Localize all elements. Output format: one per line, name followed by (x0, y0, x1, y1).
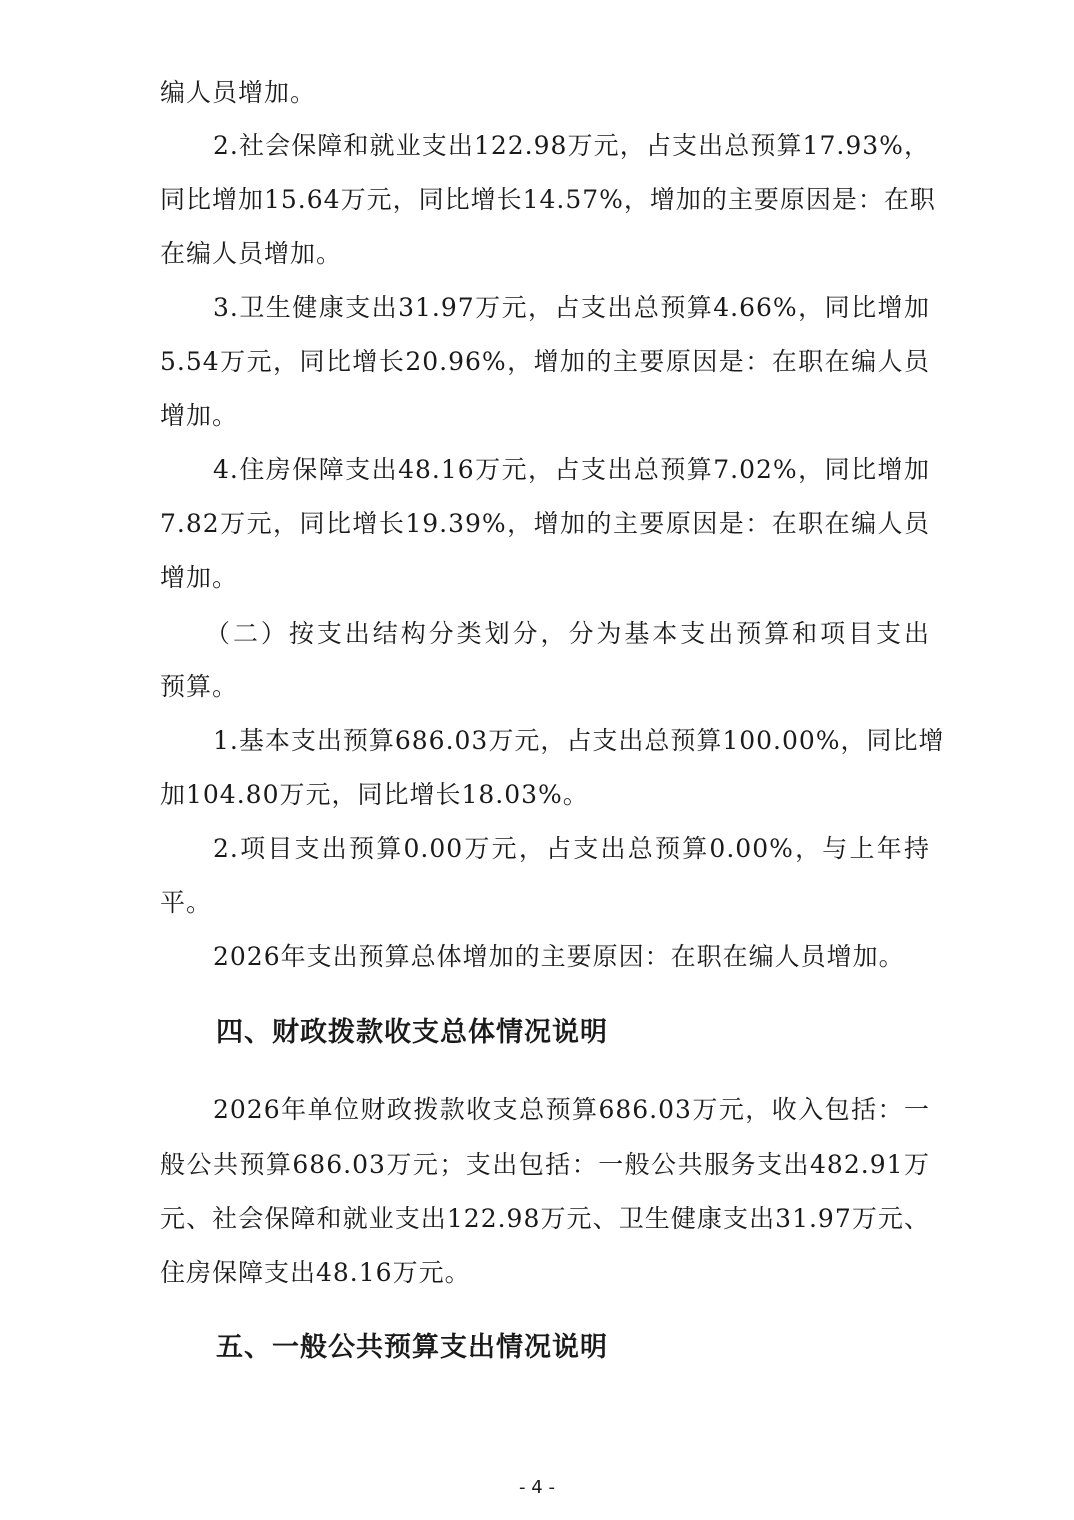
paragraph-line: 增加。 (160, 563, 239, 592)
paragraph-line: 3.卫生健康支出31.97万元，占支出总预算4.66%，同比增加 (213, 293, 930, 322)
paragraph-line: 1.基本支出预算686.03万元，占支出总预算100.00%，同比增 (213, 726, 945, 755)
paragraph-line: 5.54万元，同比增长20.96%，增加的主要原因是：在职在编人员 (160, 347, 930, 376)
paragraph-line: 2.社会保障和就业支出122.98万元，占支出总预算17.93%， (213, 131, 930, 160)
paragraph-line: 2026年单位财政拨款收支总预算686.03万元，收入包括：一 (213, 1095, 930, 1124)
paragraph-line: 增加。 (160, 401, 239, 430)
paragraph-line: 4.住房保障支出48.16万元，占支出总预算7.02%，同比增加 (213, 455, 930, 484)
paragraph-line: 7.82万元，同比增长19.39%，增加的主要原因是：在职在编人员 (160, 509, 930, 538)
paragraph-line: 加104.80万元，同比增长18.03%。 (160, 780, 589, 809)
section-heading: 五、一般公共预算支出情况说明 (216, 1332, 608, 1363)
section-heading: 四、财政拨款收支总体情况说明 (216, 1017, 608, 1048)
paragraph-line: 在编人员增加。 (160, 239, 343, 268)
page-number: - 4 - (519, 1477, 555, 1498)
paragraph-line: 般公共预算686.03万元；支出包括：一般公共服务支出482.91万 (160, 1150, 930, 1179)
paragraph-line: 同比增加15.64万元，同比增长14.57%，增加的主要原因是：在职 (160, 185, 936, 214)
paragraph-line: 平。 (160, 888, 213, 917)
paragraph-line: 元、社会保障和就业支出122.98万元、卫生健康支出31.97万元、 (160, 1204, 930, 1233)
paragraph-line: 2026年支出预算总体增加的主要原因：在职在编人员增加。 (213, 942, 905, 971)
paragraph-line: 预算。 (160, 672, 239, 701)
paragraph-line: 住房保障支出48.16万元。 (160, 1258, 471, 1287)
paragraph-line: （二）按支出结构分类划分，分为基本支出预算和项目支出 (205, 619, 930, 648)
paragraph-line: 2.项目支出预算0.00万元，占支出总预算0.00%，与上年持 (213, 834, 930, 863)
paragraph-line: 编人员增加。 (160, 78, 317, 107)
